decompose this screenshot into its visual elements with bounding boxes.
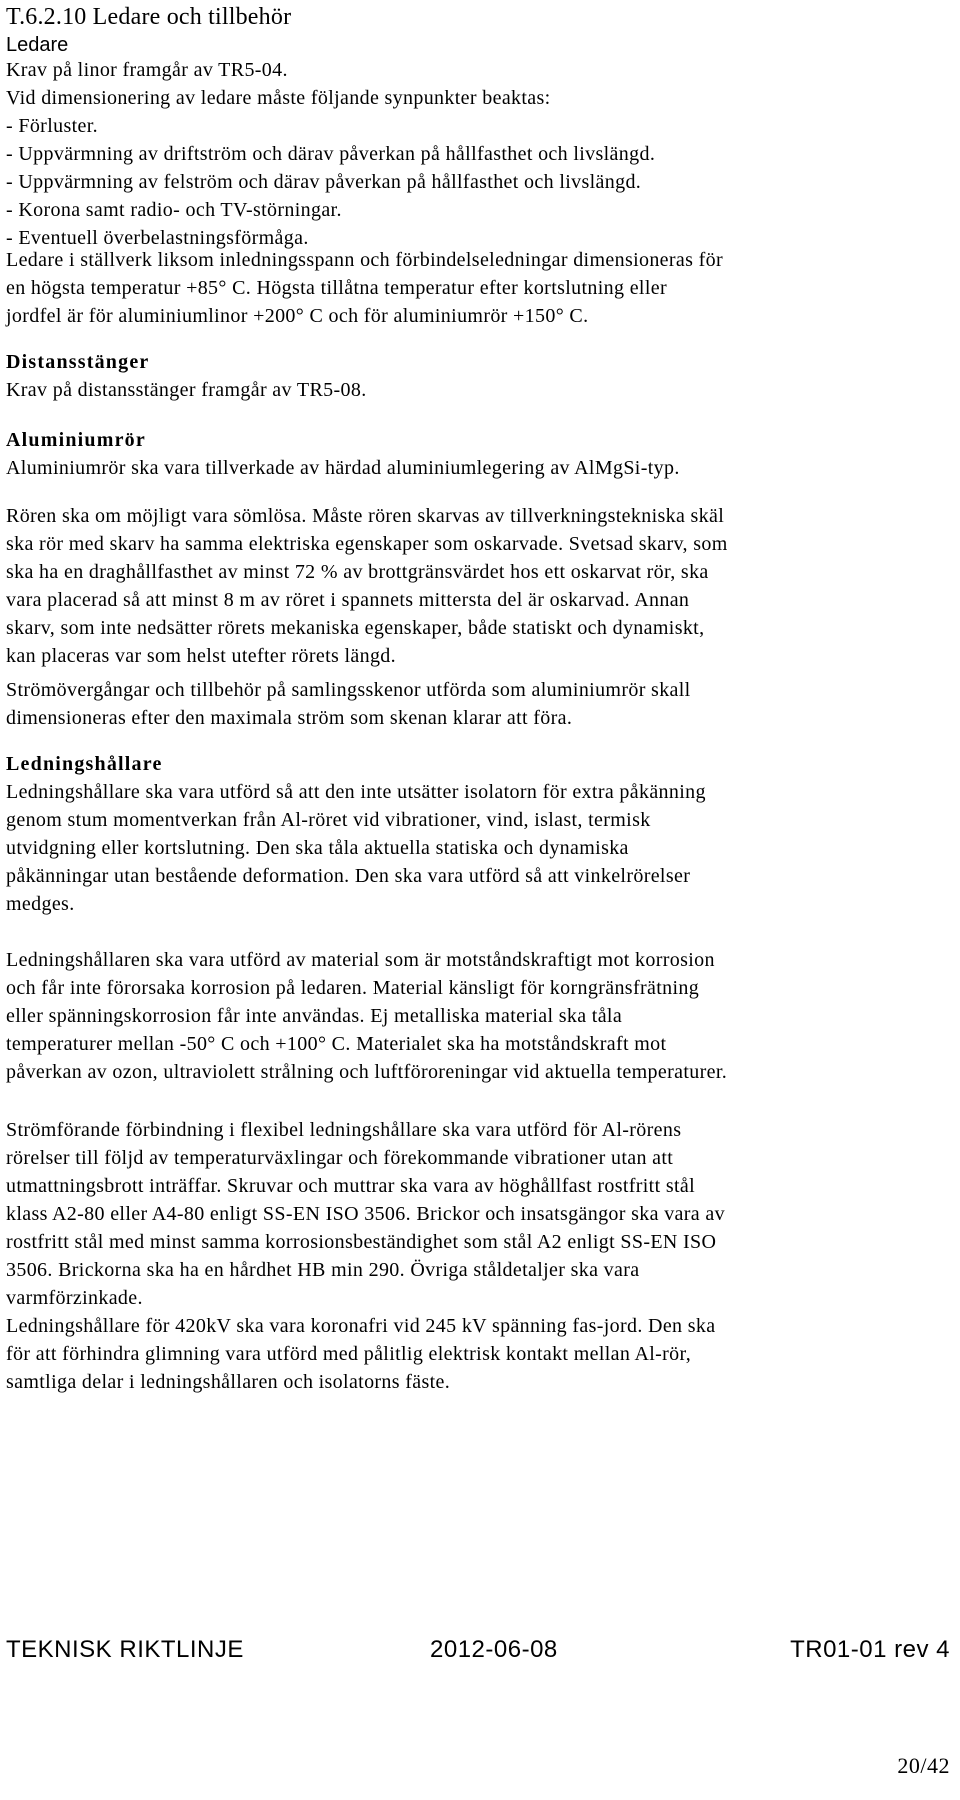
aluminiumror-paragraph-1 [6, 502, 951, 670]
text-line: medges. [6, 893, 75, 915]
ledningshallare-paragraph-1 [6, 750, 951, 918]
ledare-paragraph [6, 246, 951, 330]
ledningshallare-paragraph-3 [6, 1116, 951, 1396]
text-line: påkänningar utan bestående deformation. Den ska vara utförd så att vinkelrörelser [6, 865, 691, 887]
text-line: kan placeras var som helst utefter rörets längd. [6, 645, 396, 667]
text-line: Rören ska om möjligt vara sömlösa. Måste rören skarvas av tillverkningstekniska skäl [6, 505, 725, 527]
text-line: Aluminiumrör ska vara tillverkade av härdad aluminiumlegering av AlMgSi-typ. [6, 457, 680, 479]
heading-ledningshallare: Ledningshållare [6, 753, 163, 775]
text-line: Krav på distansstänger framgår av TR5-08. [6, 379, 367, 401]
page-number: 20/42 [897, 1753, 950, 1778]
footer-date: 2012-06-08 [430, 1636, 558, 1663]
text-line: samtliga delar i ledningshållaren och isolatorns fäste. [6, 1371, 451, 1393]
aluminiumror-paragraph-2 [6, 676, 951, 732]
text-line: temperaturer mellan -50° C och +100° C. Materialet ska ha motståndskraft mot [6, 1033, 667, 1055]
list-item: - Uppvärmning av felström och därav påverkan på hållfasthet och livslängd. [6, 171, 642, 193]
text-line: Strömövergångar och tillbehör på samlingsskenor utförda som aluminiumrör skall [6, 679, 691, 701]
text-line: utvidgning eller kortslutning. Den ska tåla aktuella statiska och dynamiska [6, 837, 629, 859]
text-line: Ledare i ställverk liksom inledningsspann och förbindelseledningar dimensioneras för [6, 249, 723, 271]
section-title: T.6.2.10 Ledare och tillbehör [6, 4, 292, 30]
distansstanger-section [6, 348, 951, 404]
text-line: Ledningshållare för 420kV ska vara koronafri vid 245 kV spänning fas-jord. Den ska [6, 1315, 716, 1337]
text-line: eller spänningskorrosion får inte användas. Ej metalliska material ska tåla [6, 1005, 623, 1027]
text-line: Ledningshållare ska vara utförd så att den inte utsätter isolatorn för extra påkänning [6, 781, 706, 803]
text-line: 3506. Brickorna ska ha en hårdhet HB min 290. Övriga ståldetaljer ska vara [6, 1259, 640, 1281]
text-line: rörelser till följd av temperaturväxlingar och förekommande vibrationer utan att [6, 1147, 674, 1169]
text-line: för att förhindra glimning vara utförd med pålitlig elektrisk kontakt mellan Al-rör, [6, 1343, 692, 1365]
text-line: genom stum momentverkan från Al-röret vid vibrationer, vind, islast, termisk [6, 809, 651, 831]
text-line: Krav på linor framgår av TR5-04. [6, 59, 288, 81]
ledare-list [6, 56, 951, 252]
text-line: rostfritt stål med minst samma korrosionsbeständighet som stål A2 enligt SS-EN ISO [6, 1231, 717, 1253]
text-line: ska rör med skarv ha samma elektriska egenskaper som oskarvade. Svetsad skarv, som [6, 533, 728, 555]
heading-distansstanger: Distansstänger [6, 351, 150, 373]
subheading-ledare: Ledare [6, 34, 69, 56]
text-line: jordfel är för aluminiumlinor +200° C och för aluminiumrör +150° C. [6, 305, 589, 327]
text-line: en högsta temperatur +85° C. Högsta tillåtna temperatur efter kortslutning eller [6, 277, 667, 299]
text-line: påverkan av ozon, ultraviolett strålning och luftföroreningar vid aktuella temperaturer. [6, 1061, 728, 1083]
text-line: klass A2-80 eller A4-80 enligt SS-EN ISO 3506. Brickor och insatsgängor ska vara av [6, 1203, 725, 1225]
page-footer [0, 1630, 960, 1670]
text-line: dimensioneras efter den maximala ström som skenan klarar att föra. [6, 707, 573, 729]
footer-document-type: TEKNISK RIKTLINJE [6, 1636, 244, 1663]
footer-document-id: TR01-01 rev 4 [790, 1636, 950, 1663]
text-line: Ledningshållaren ska vara utförd av material som är motståndskraftigt mot korrosion [6, 949, 715, 971]
list-item: - Förluster. [6, 115, 98, 137]
list-item: - Korona samt radio- och TV-störningar. [6, 199, 342, 221]
heading-aluminiumror: Aluminiumrör [6, 429, 146, 451]
text-line: varmförzinkade. [6, 1287, 143, 1309]
aluminiumror-section [6, 426, 951, 482]
list-item: - Eventuell överbelastningsförmåga. [6, 227, 309, 249]
ledningshallare-paragraph-2 [6, 946, 951, 1086]
text-line: ska ha en draghållfasthet av minst 72 % av brottgränsvärdet hos ett oskarvat rör, ska [6, 561, 709, 583]
list-item: - Uppvärmning av driftström och därav påverkan på hållfasthet och livslängd. [6, 143, 656, 165]
text-line: Strömförande förbindning i flexibel ledningshållare ska vara utförd för Al-rörens [6, 1119, 682, 1141]
text-line: utmattningsbrott inträffar. Skruvar och muttrar ska vara av höghållfast rostfritt stål [6, 1175, 696, 1197]
text-line: Vid dimensionering av ledare måste följande synpunkter beaktas: [6, 87, 551, 109]
text-line: och får inte förorsaka korrosion på ledaren. Material känsligt för korngränsfrätning [6, 977, 700, 999]
text-line: vara placerad så att minst 8 m av röret i spannets mittersta del är oskarvad. Annan [6, 589, 690, 611]
text-line: skarv, som inte nedsätter rörets mekaniska egenskaper, både statiskt och dynamiskt, [6, 617, 705, 639]
